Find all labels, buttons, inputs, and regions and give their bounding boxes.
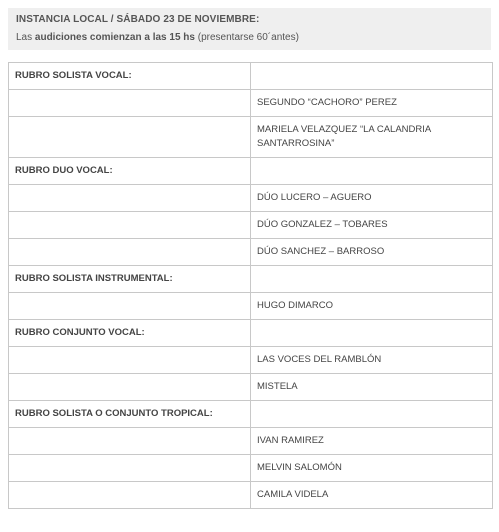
participant-row [9,428,493,455]
empty-cell [9,185,251,212]
participant-name: MELVIN SALOMÓN [251,455,493,482]
empty-cell [251,63,493,90]
schedule-suffix: (presentarse 60´antes) [194,32,299,43]
participant-name: HUGO DIMARCO [251,293,493,320]
participant-name: SEGUNDO “CACHORO” PEREZ [251,90,493,117]
empty-cell [9,90,251,117]
participant-row [9,455,493,482]
category-row [9,401,493,428]
empty-cell [9,455,251,482]
empty-cell [9,239,251,266]
participant-row [9,117,493,158]
participant-row [9,347,493,374]
category-row [9,320,493,347]
participants-table [8,62,493,509]
participant-row [9,293,493,320]
empty-cell [9,293,251,320]
empty-cell [9,428,251,455]
empty-cell [251,320,493,347]
empty-cell [251,158,493,185]
participants-table-body [9,63,493,509]
participant-row [9,212,493,239]
category-row [9,266,493,293]
category-label: RUBRO SOLISTA O CONJUNTO TROPICAL: [9,401,251,428]
empty-cell [9,117,251,158]
participant-row [9,482,493,509]
event-title: INSTANCIA LOCAL / SÁBADO 23 DE NOVIEMBRE: [16,14,260,25]
schedule-prefix: Las [16,32,35,43]
participant-name: DÚO GONZALEZ – TOBARES [251,212,493,239]
category-label: RUBRO CONJUNTO VOCAL: [9,320,251,347]
category-label: RUBRO SOLISTA INSTRUMENTAL: [9,266,251,293]
participant-row [9,239,493,266]
event-header [8,8,491,50]
empty-cell [9,212,251,239]
schedule-highlight: audiciones comienzan a las 15 hs [34,32,195,43]
empty-cell [9,374,251,401]
participant-row [9,374,493,401]
participant-name: CAMILA VIDELA [251,482,493,509]
participant-name: MARIELA VELAZQUEZ “LA CALANDRIA SANTARROSINA” [251,117,493,158]
participant-name: LAS VOCES DEL RAMBLÓN [251,347,493,374]
empty-cell [251,401,493,428]
category-row [9,63,493,90]
empty-cell [251,266,493,293]
participant-name: MISTELA [251,374,493,401]
category-label: RUBRO SOLISTA VOCAL: [9,63,251,90]
empty-cell [9,482,251,509]
participant-row [9,185,493,212]
participant-name: DÚO SANCHEZ – BARROSO [251,239,493,266]
category-row [9,158,493,185]
empty-cell [9,347,251,374]
category-label: RUBRO DUO VOCAL: [9,158,251,185]
participant-row [9,90,493,117]
event-schedule [16,32,483,44]
participant-name: DÚO LUCERO – AGUERO [251,185,493,212]
participant-name: IVAN RAMIREZ [251,428,493,455]
